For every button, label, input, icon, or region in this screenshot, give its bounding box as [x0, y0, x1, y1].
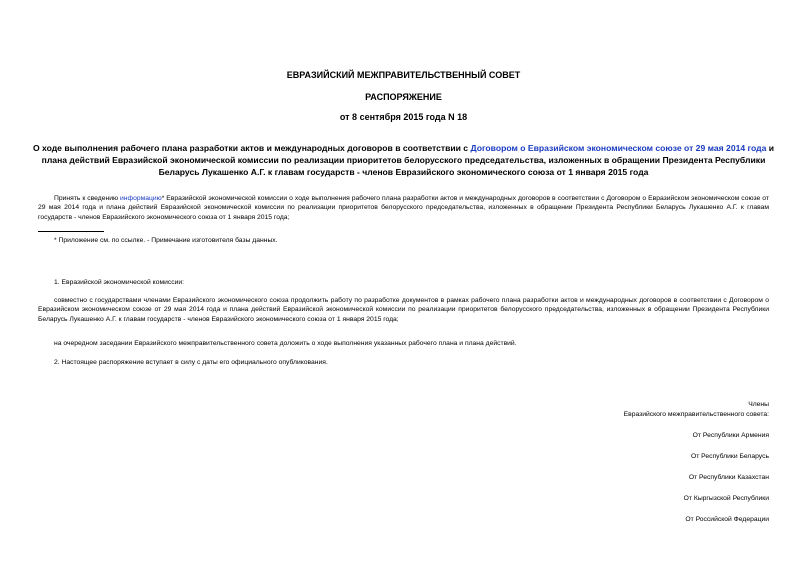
signatures-heading-line2: Евразийского межправительственного совета: — [623, 411, 769, 418]
footnote-divider — [38, 231, 104, 232]
title-text-start: О ходе выполнения рабочего плана разработки актов и международных договоров в соответствии с — [32, 143, 471, 153]
document-type: РАСПОРЯЖЕНИЕ — [365, 92, 442, 102]
intro-paragraph — [38, 194, 769, 222]
item-1-paragraph-b: на очередном заседании Евразийского межправительственного совета доложить о ходе выполнения указанных рабочего плана и плана действий. — [54, 340, 517, 347]
item-1-paragraph-a: совместно с государствами членами Евразийского экономического союза продолжить работу по разработке документов в рамках рабочего плана разработки актов и международных договоров в соответствии с Договором о Евразийском экономическом союзе от 29 мая 2014 года и плана действий Евразийской экономической комиссии по реализации приоритетов белорусского председательства, изложенных в обращении Президента Республики Беларусь Лукашенко А.Г. к главам государств - членов Евразийского экономического союза от 1 января 2015 года; — [38, 297, 769, 323]
signature-kyrgyzstan: От Кыргызской Республики — [683, 495, 769, 502]
treaty-link[interactable]: Договором о Евразийском экономическом союзе от 29 мая 2014 года — [470, 143, 767, 153]
document-date: от 8 сентября 2015 года N 18 — [339, 112, 468, 122]
signature-belarus: От Республики Беларусь — [690, 453, 769, 460]
title-text-end: и плана действий Евразийской экономической комиссии по реализации приоритетов белорусского председательства, изложенных в обращении Президента Республики Беларусь Лукашенко А.Г. к главам государств - членов Евразийского экономического союза от 1 января 2015 года — [41, 143, 775, 177]
item-1-heading: 1. Евразийской экономической комиссии: — [54, 279, 185, 286]
information-link[interactable]: информацию — [120, 195, 162, 202]
council-name: ЕВРАЗИЙСКИЙ МЕЖПРАВИТЕЛЬСТВЕННЫЙ СОВЕТ — [286, 70, 521, 80]
signature-russia: От Российской Федерации — [685, 516, 769, 523]
item-2: 2. Настоящее распоряжение вступает в силу с даты его официального опубликования. — [54, 359, 328, 366]
footnote: * Приложение см. по ссылке. - Примечание изготовителя базы данных. — [54, 237, 278, 244]
intro-rest: * Евразийской экономической комиссии о ходе выполнения рабочего плана разработки актов и международных договоров в соответствии с Договором о Евразийском экономическом союзе от 29 мая 2014 года и плана действий Евразийской экономической комиссии по реализации приоритетов белорусского председательства, изложенных в обращении Президента Республики Беларусь Лукашенко А.Г. к главам государств - членов Евразийского экономического союза от 1 января 2015 года; — [38, 195, 769, 221]
signatures-heading-line1: Члены — [748, 401, 769, 408]
signature-kazakhstan: От Республики Казахстан — [688, 474, 769, 481]
signature-armenia: От Республики Армения — [692, 432, 769, 439]
intro-prefix: Принять к сведению — [54, 195, 121, 202]
document-title — [30, 143, 777, 178]
